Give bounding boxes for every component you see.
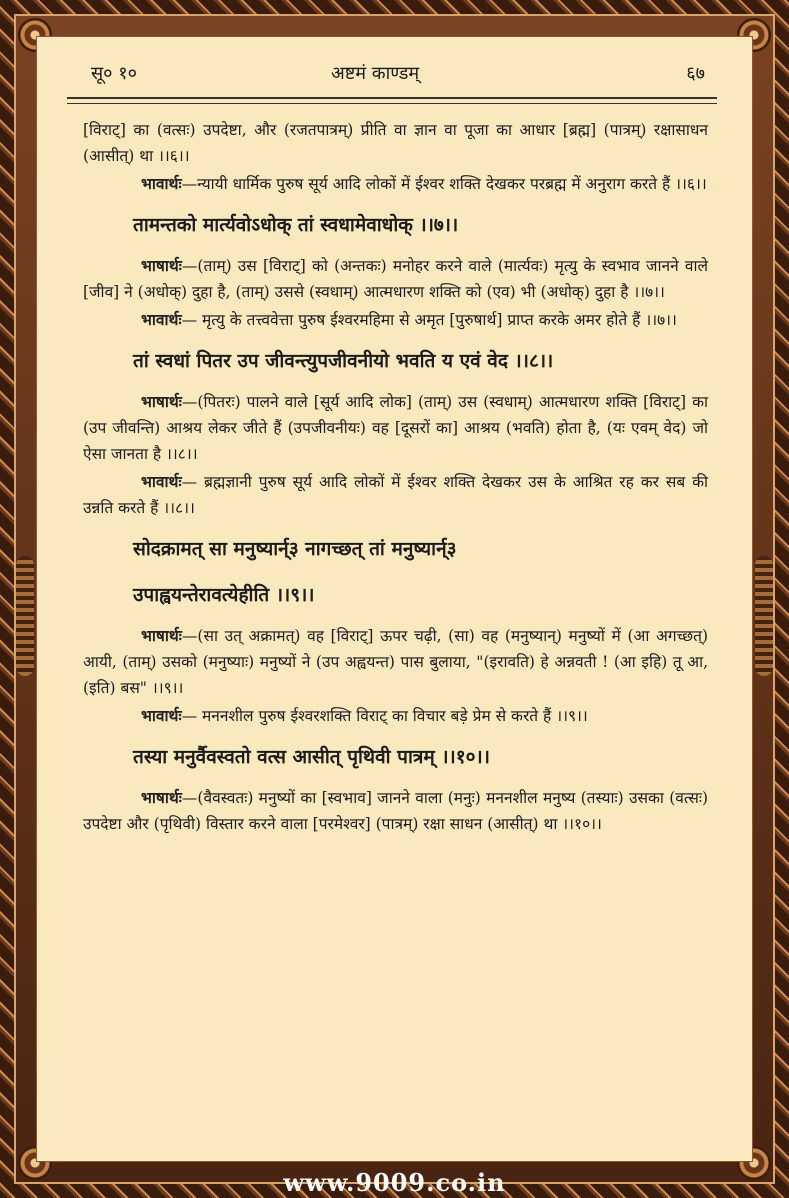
commentary-paragraph xyxy=(83,703,708,729)
paragraph-label: भाषार्थः xyxy=(141,626,182,645)
paragraph-text: — मृत्यु के तत्त्ववेत्ता पुरुष ईश्वरमहिमा से अमृत [पुरुषार्थ] प्राप्त करके अमर होते हैं ।।७।। xyxy=(181,311,677,329)
paragraph-text: — मननशील पुरुष ईश्वरशक्ति विराट् का विचार बड़े प्रेम से करते हैं ।।९।। xyxy=(181,707,588,725)
side-ornament-icon xyxy=(755,556,773,676)
page-content xyxy=(83,117,708,839)
paragraph-label: भाषार्थः xyxy=(141,256,182,275)
paragraph-text: — ब्रह्मज्ञानी पुरुष सूर्य आदि लोकों में ईश्वर शक्ति देखकर उस के आश्रित रह कर सब की उन्नति करते हैं ।।८।। xyxy=(83,473,708,517)
sukta-number: सू० १० xyxy=(91,63,137,84)
paragraph-text: —(ताम्) उस [विराट्] को (अन्तकः) मनोहर करने वाले (मार्त्यवः) मृत्यु के स्वभाव जानने वाले [जीव] ने (अधोक्) दुहा है, (ताम्) उससे (स्वधाम्) आत्मधारण शक्ति को (एव) भी (अधोक्) दुहा है ।।७।। xyxy=(83,257,708,301)
paragraph-label: भावार्थः xyxy=(141,706,182,725)
header-rule xyxy=(67,97,717,104)
paragraph-label: भावार्थः xyxy=(141,472,182,491)
mantra-verse: तस्या मनुर्वैवस्वतो वत्स आसीत् पृथिवी पात्रम् ।।१०।। xyxy=(133,746,490,768)
paragraph-text: —(वैवस्वतः) मनुष्यों का [स्वभाव] जानने वाला (मनुः) मननशील मनुष्य (तस्याः) उसका (वत्सः) उपदेष्टा और (पृथिवी) विस्तार करने वाला [परमेश्वर] (पात्रम्) रक्षा साधन (आसीत्) था ।।१०।। xyxy=(83,789,708,833)
commentary-paragraph xyxy=(83,785,708,837)
page-number: ६७ xyxy=(686,63,705,84)
commentary-paragraph xyxy=(83,469,708,521)
scripture-page xyxy=(36,36,753,1162)
paragraph-text: —(पितरः) पालने वाले [सूर्य आदि लोक] (ताम्) उस (स्वधाम्) आत्मधारण शक्ति [विराट्] का (उप जीवन्ति) आश्रय लेकर जीते हैं (उपजीवनीयः) वह [दूसरों का] आश्रय (भवति) होता है, (यः एवम् वेद) जो ऐसा जानता है ।।८।। xyxy=(83,393,708,463)
website-url[interactable]: www.9009.co.in xyxy=(283,1168,506,1197)
paragraph-label: भावार्थः xyxy=(141,310,182,329)
paragraph-label: भाषार्थः xyxy=(141,392,182,411)
paragraph-label: भाषार्थः xyxy=(141,788,182,807)
paragraph-text: —(सा उत् अक्रामत्) वह [विराट्] ऊपर चढ़ी, (सा) वह (मनुष्यान्) मनुष्यों में (आ अगच्छत्) आयी, (ताम्) उसको (मनुष्याः) मनुष्यों ने (उप अह्वयन्त) पास बुलाया, "(इरावति) हे अन्नवती ! (आ इहि) तू आ, (इति) बस" ।।९।। xyxy=(83,627,708,697)
commentary-paragraph xyxy=(83,623,708,701)
mantra-verse: तां स्वधां पितर उप जीवन्त्युपजीवनीयो भवति य एवं वेद ।।८।। xyxy=(133,350,554,372)
commentary-paragraph xyxy=(83,171,708,197)
paragraph-label: भावार्थः xyxy=(141,174,182,193)
page-header xyxy=(83,39,723,99)
commentary-paragraph xyxy=(83,253,708,305)
mantra-verse: तामन्तको मार्त्यवोऽधोक् तां स्वधामेवाधोक् ।।७।। xyxy=(133,214,459,236)
footer xyxy=(0,1162,789,1198)
paragraph-text: —न्यायी धार्मिक पुरुष सूर्य आदि लोकों में ईश्वर शक्ति देखकर परब्रह्म में अनुराग करते हैं ।।६।। xyxy=(181,175,707,193)
translation-paragraph xyxy=(83,117,708,169)
paragraph-text: [विराट्] का (वत्सः) उपदेष्टा, और (रजतपात्रम्) प्रीति वा ज्ञान वा पूजा का आधार [ब्रह्म] (पात्रम्) रक्षासाधन (आसीत्) था ।।६।। xyxy=(83,121,708,165)
page-title: अष्टमं काण्डम् xyxy=(331,63,420,84)
mantra-verse: उपाह्वयन्तेरावत्येहीति ।।९।। xyxy=(133,584,315,606)
side-ornament-icon xyxy=(16,556,34,676)
mantra-verse: सोदक्रामत् सा मनुष्यार्न्३ नागच्छत् तां मनुष्यार्न्३ xyxy=(133,538,457,560)
commentary-paragraph xyxy=(83,307,708,333)
commentary-paragraph xyxy=(83,389,708,467)
